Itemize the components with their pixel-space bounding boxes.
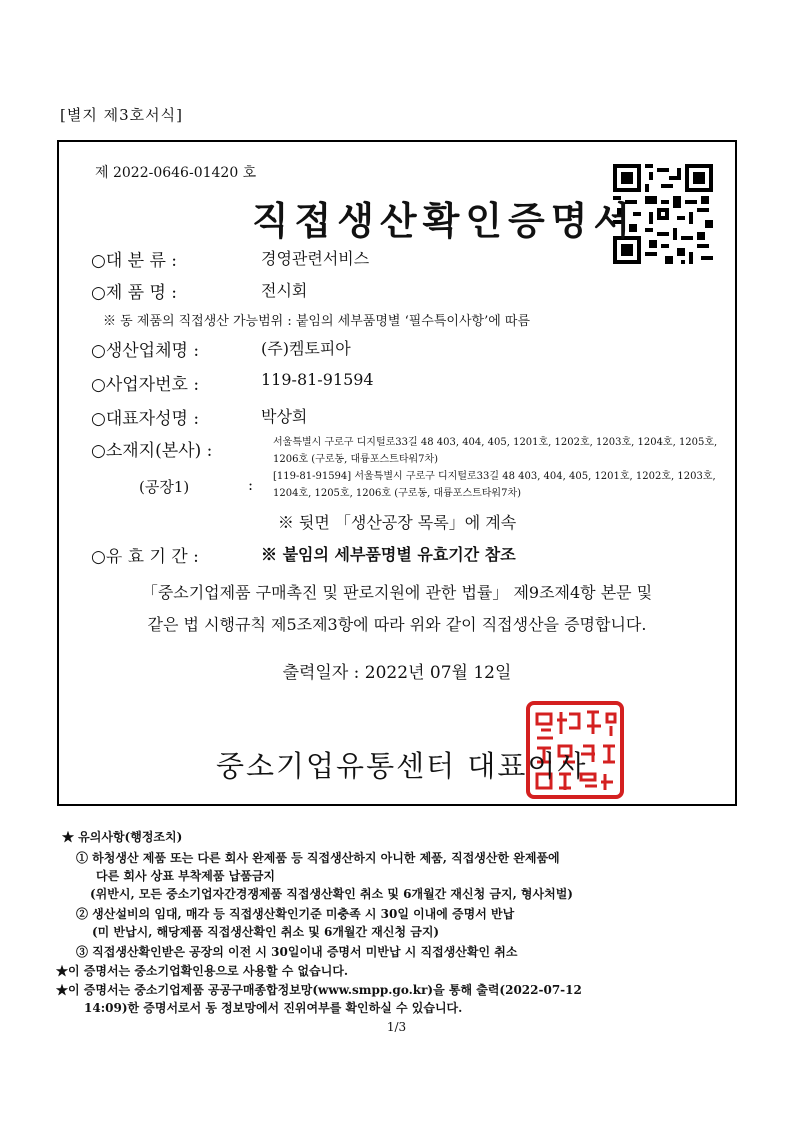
footer-item-1c: (위반시, 모든 중소기업자간경쟁제품 직접생산확인 취소 및 6개월간 재신청 금지, 형사처벌) bbox=[90, 887, 573, 901]
footer-item-2a: ② 생산설비의 임대, 매각 등 직접생산확인기준 미충족 시 30일 이내에 증명서 반납 bbox=[76, 907, 515, 921]
biz-no-value: 119-81-91594 bbox=[261, 370, 374, 389]
ceo-value: 박상희 bbox=[261, 407, 308, 426]
product-label: ○제 품 명 : bbox=[91, 283, 178, 303]
scope-note: ※ 동 제품의 직접생산 가능범위 : 붙임의 세부품명별 ‘필수특이사항’에 따름 bbox=[103, 314, 531, 329]
certificate-title: 직접생산확인증명서 bbox=[251, 198, 637, 243]
footer-item-2b: (미 반납시, 해당제품 직접생산확인 취소 및 6개월간 재신청 금지) bbox=[92, 925, 440, 939]
validity-label: ○유 효 기 간 : bbox=[91, 547, 199, 567]
footer-note-3b: 14:09)한 증명서로서 동 정보망에서 진위여부를 확인하실 수 있습니다. bbox=[84, 1001, 463, 1015]
product-value: 전시회 bbox=[261, 281, 308, 300]
factory-colon: : bbox=[248, 476, 254, 494]
field-company bbox=[91, 336, 351, 361]
page-number: 1/3 bbox=[386, 1020, 407, 1034]
certificate-number: 제 2022-0646-01420 호 bbox=[95, 165, 257, 181]
validity-value: ※ 붙임의 세부품명별 유효기간 참조 bbox=[261, 545, 516, 564]
form-label: [별지 제3호서식] bbox=[60, 106, 183, 124]
field-product bbox=[91, 278, 307, 303]
hq-address: 서울특별시 구로구 디지털로33길 48 403, 404, 405, 1201호, 1202호, 1203호, 1204호, 1205호, 1206호 (구로동, 대륭포스트타워7차) bbox=[273, 437, 718, 465]
ceo-label: ○대표자성명 : bbox=[91, 409, 200, 429]
company-value: (주)켐토피아 bbox=[261, 339, 351, 358]
field-ceo bbox=[91, 404, 307, 429]
back-page-note: ※ 뒷면 「생산공장 목록」에 계속 bbox=[277, 513, 517, 532]
footer-item-1a: ① 하청생산 제품 또는 다른 회사 완제품 등 직접생산하지 아니한 제품, 직접생산한 완제품에 bbox=[76, 851, 560, 865]
statement-line-1: 「중소기업제품 구매촉진 및 판로지원에 관한 법률」 제9조제4항 본문 및 bbox=[141, 583, 653, 602]
field-validity bbox=[91, 542, 516, 567]
factory-label: (공장1) bbox=[139, 478, 190, 496]
footer-note-3a: ★이 증명서는 중소기업제품 공공구매종합정보망(www.smpp.go.kr)을 통해 출력(2022-07-12 bbox=[56, 983, 582, 997]
footer-item-3: ③ 직접생산확인받은 공장의 이전 시 30일이내 증명서 미반납 시 직접생산확인 취소 bbox=[76, 945, 518, 959]
category-value: 경영관련서비스 bbox=[261, 249, 370, 268]
footer-note-2: ★이 증명서는 중소기업확인용으로 사용할 수 없습니다. bbox=[56, 964, 349, 978]
footer-item-1b: 다른 회사 상표 부착제품 납품금지 bbox=[96, 869, 276, 883]
field-biz-no bbox=[91, 370, 374, 395]
statement-line-2: 같은 법 시행규칙 제5조제3항에 따라 위와 같이 직접생산을 증명합니다. bbox=[147, 615, 647, 634]
print-date: 출력일자 : 2022년 07월 12일 bbox=[282, 663, 512, 683]
biz-no-label: ○사업자번호 : bbox=[91, 375, 200, 395]
certificate-box bbox=[57, 140, 737, 806]
hq-label: ○소재지(본사) : bbox=[91, 441, 213, 461]
field-hq bbox=[91, 436, 261, 461]
field-category bbox=[91, 246, 369, 271]
company-label: ○생산업체명 : bbox=[91, 341, 200, 361]
issuer-name: 중소기업유통센터 대표이사 bbox=[216, 749, 588, 783]
footer-heading: ★ 유의사항(행정조치) bbox=[62, 830, 183, 844]
factory-address: [119-81-91594] 서울특별시 구로구 디지털로33길 48 403, 404, 405, 1201호, 1202호, 1203호, 1204호, 1205호, 1206호 (구로동, 대륭포스트타워7차) bbox=[273, 471, 716, 499]
category-label: ○대 분 류 : bbox=[91, 251, 178, 271]
